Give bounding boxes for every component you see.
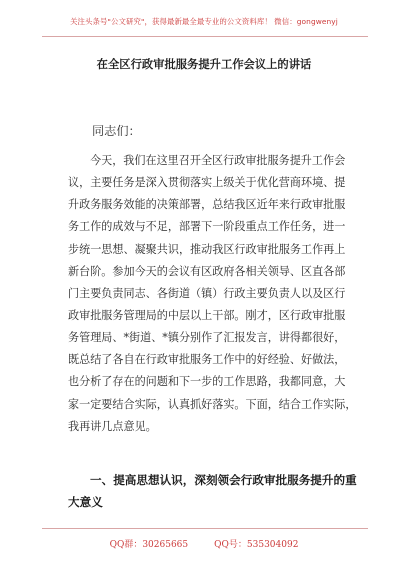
body-line: 升政务服务效能的决策部署，总结我区近年来行政审批服 [68,198,346,212]
header-divider [42,36,368,37]
body-line: 政审批服务管理局的中层以上干部。刚才，区行政审批服 [68,308,346,322]
footer-qq-group: QQ群：30265665 [109,540,189,550]
body-paragraph [68,150,357,438]
salutation: 同志们： [92,124,141,138]
body-line: 步统一思想、凝聚共识，推动我区行政审批服务工作再上 [68,242,346,256]
section-heading [68,469,357,513]
body-line: 今天，我们在这里召开全区行政审批服务提升工作会 [90,154,346,167]
header-note: 关注头条号"公文研究"，获得最新最全最专业的公文资料库！ 微信：gongwenyj [70,17,338,26]
body-line: 议，主要任务是深入贯彻落实上级关于优化营商环境、提 [68,176,346,190]
footer-divider [42,528,368,529]
body-line: 家一定要结合实际，认真抓好落实。下面，结合工作实际， [68,397,357,411]
section-heading-line: 一、提高思想认识，深刻领会行政审批服务提升的重 [90,473,357,487]
body-line: 新台阶。参加今天的会议有区政府各相关领导、区直各部 [68,264,346,278]
section-heading-line: 大意义 [68,495,103,509]
footer [0,537,408,550]
body-line: 门主要负责同志、各街道（镇）行政主要负责人以及区行 [68,286,346,300]
body-line: 也分析了存在的问题和下一步的工作思路，我都同意，大 [68,375,346,389]
document-title: 在全区行政审批服务提升工作会议上的讲话 [96,58,312,71]
body-line: 我再讲几点意见。 [68,419,157,433]
body-line: 既总结了各自在行政审批服务工作中的好经验、好做法， [68,353,346,367]
footer-qq-number: QQ号：535304092 [214,540,299,550]
body-line: 务工作的成效与不足，部署下一阶段重点工作任务，进一 [68,220,346,234]
body-line: 务管理局、*街道、*镇分别作了汇报发言，讲得都很好， [68,331,346,345]
